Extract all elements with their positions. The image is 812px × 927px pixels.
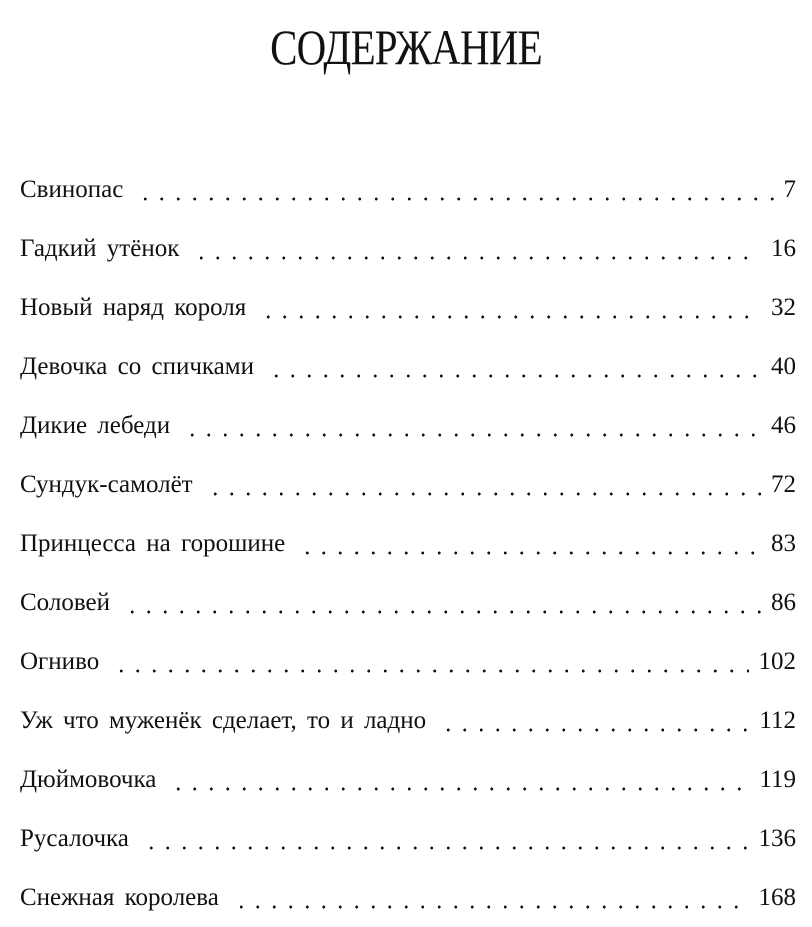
toc-entry-title: Огниво bbox=[20, 648, 100, 675]
toc-entry-title: Свинопас bbox=[20, 176, 124, 203]
toc-entry-title: Дюймовочка bbox=[20, 766, 157, 793]
dot-leader bbox=[124, 610, 761, 614]
toc-entry-page: 136 bbox=[758, 825, 796, 852]
toc-entry-title: Принцесса на горошине bbox=[20, 530, 286, 557]
toc-entry-page: 119 bbox=[759, 766, 796, 793]
toc-entry bbox=[20, 868, 796, 927]
toc-entry-title: Снежная королева bbox=[20, 884, 219, 911]
toc-entry bbox=[20, 514, 796, 573]
toc-entry-title: Уж что муженёк сделает, то и ладно bbox=[20, 707, 427, 734]
toc-entry-title: Девочка со спичками bbox=[20, 353, 254, 380]
dot-leader bbox=[233, 905, 749, 909]
dot-leader bbox=[440, 728, 749, 732]
toc-entry-page: 72 bbox=[771, 471, 796, 498]
toc-entry-page: 86 bbox=[771, 589, 796, 616]
dot-leader bbox=[113, 669, 748, 673]
toc-entry bbox=[20, 396, 796, 455]
toc-entry bbox=[20, 750, 796, 809]
dot-leader bbox=[193, 256, 761, 260]
toc-entry-page: 7 bbox=[783, 176, 796, 203]
toc-entry-page: 168 bbox=[758, 884, 796, 911]
toc-entry-page: 83 bbox=[771, 530, 796, 557]
toc-entry-page: 112 bbox=[759, 707, 796, 734]
dot-leader bbox=[143, 846, 749, 850]
dot-leader bbox=[137, 197, 773, 201]
table-of-contents bbox=[20, 160, 796, 927]
toc-entry bbox=[20, 632, 796, 691]
toc-entry bbox=[20, 278, 796, 337]
toc-entry-page: 32 bbox=[771, 294, 796, 321]
toc-entry-title: Дикие лебеди bbox=[20, 412, 171, 439]
toc-entry bbox=[20, 573, 796, 632]
toc-entry bbox=[20, 160, 796, 219]
toc-entry bbox=[20, 337, 796, 396]
dot-leader bbox=[207, 492, 761, 496]
page-title: СОДЕРЖАНИЕ bbox=[270, 19, 542, 75]
toc-entry bbox=[20, 455, 796, 514]
toc-entry bbox=[20, 809, 796, 868]
dot-leader bbox=[260, 315, 761, 319]
dot-leader bbox=[299, 551, 761, 555]
toc-entry-page: 40 bbox=[771, 353, 796, 380]
toc-entry-title: Гадкий утёнок bbox=[20, 235, 180, 262]
toc-entry bbox=[20, 219, 796, 278]
toc-entry bbox=[20, 691, 796, 750]
toc-entry-page: 46 bbox=[771, 412, 796, 439]
toc-entry-title: Сундук-самолёт bbox=[20, 471, 193, 498]
dot-leader bbox=[170, 787, 749, 791]
dot-leader bbox=[184, 433, 761, 437]
toc-entry-page: 102 bbox=[758, 648, 796, 675]
toc-entry-title: Новый наряд короля bbox=[20, 294, 247, 321]
toc-entry-title: Соловей bbox=[20, 589, 110, 616]
toc-entry-title: Русалочка bbox=[20, 825, 129, 852]
dot-leader bbox=[268, 374, 761, 378]
toc-entry-page: 16 bbox=[771, 235, 796, 262]
